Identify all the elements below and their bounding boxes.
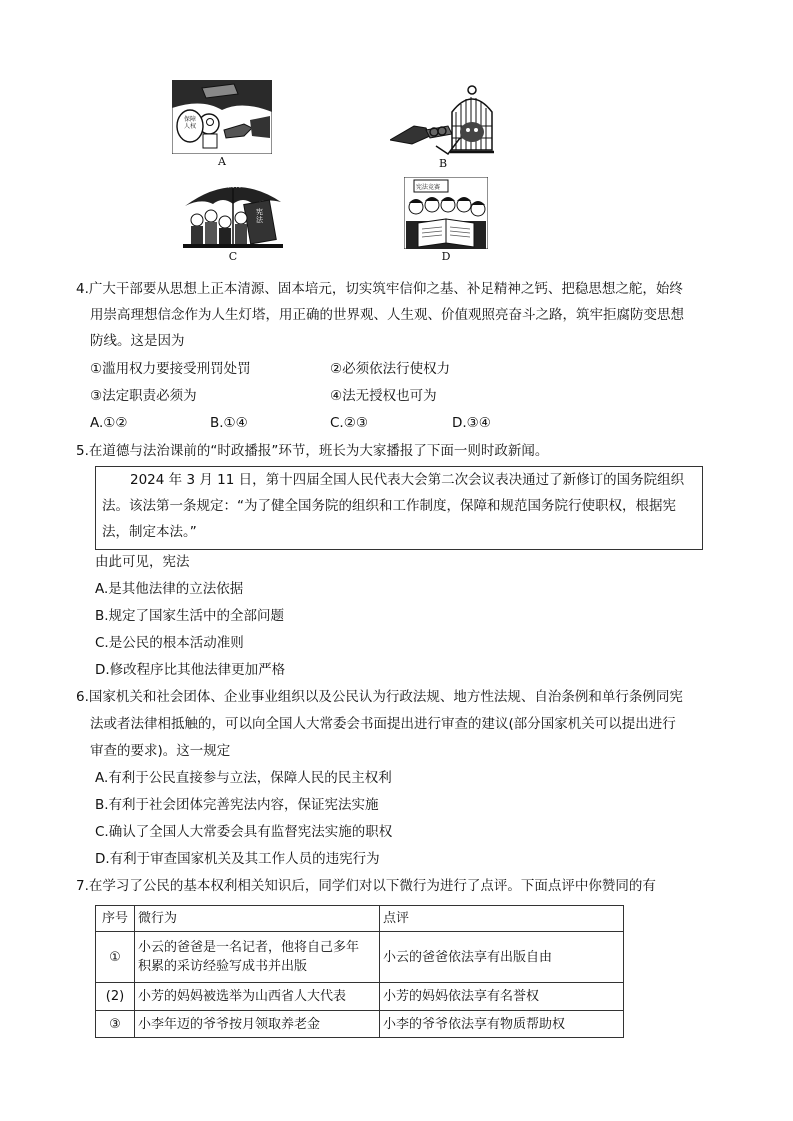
news-box (95, 466, 703, 550)
q4-item-1: ①滥用权力要接受刑罚处罚 (90, 361, 251, 377)
row-action: 小芳的妈妈被选举为山西省人大代表 (135, 983, 380, 1011)
row-comment: 小李的爷爷依法享有物质帮助权 (380, 1011, 624, 1038)
q4-stem-line-2: 用崇高理想信念作为人生灯塔，用正确的世界观、人生观、价值观照亮奋斗之路，筑牢拒腐防变思想 (90, 307, 684, 323)
row-action-line-1: 小云的爸爸是一名记者，他将自己多年 (138, 940, 360, 955)
table-row (96, 932, 624, 983)
figure-a (172, 80, 272, 154)
q6-option-c[interactable]: C.确认了全国人大常委会具有监督宪法实施的职权 (95, 824, 393, 840)
cartoon-a-sign-text: 保障人权 (183, 116, 196, 130)
row-action-line-2: 积累的采访经验写成书并出版 (138, 959, 308, 974)
q6-stem-line-3: 审查的要求)。这一规定 (90, 743, 231, 759)
q4-item-2: ②必须依法行使权力 (330, 361, 451, 377)
q5-stem: 5.在道德与法治课前的“时政播报”环节，班长为大家播报了下面一则时政新闻。 (76, 443, 549, 459)
q6-option-a[interactable]: A.有利于公民直接参与立法，保障人民的民主权利 (95, 770, 392, 786)
news-line-1: 2024 年 3 月 11 日，第十四届全国人民代表大会第二次会议表决通过了新修订的国务院组织 (130, 472, 685, 488)
row-no: (2) (96, 983, 135, 1011)
news-line-2: 法。该法第一条规定：“为了健全国务院的组织和工作制度，保障和规范国务院行使职权，根据宪 (102, 498, 676, 514)
news-line-3: 法，制定本法。” (102, 524, 197, 540)
figure-b-label: B (438, 157, 448, 170)
q4-item-3: ③法定职责必须为 (90, 388, 197, 404)
row-no: ① (96, 932, 135, 983)
q5-option-a[interactable]: A.是其他法律的立法依据 (95, 581, 244, 597)
q4-option-c[interactable]: C.②③ (330, 415, 368, 431)
q6-stem-line-1: 6.国家机关和社会团体、企业事业组织以及公民认为行政法规、地方性法规、自治条例和单行条例同宪 (76, 689, 683, 705)
table-row (96, 983, 624, 1011)
q6-option-d[interactable]: D.有利于审查国家机关及其工作人员的违宪行为 (95, 851, 380, 867)
figure-c (183, 176, 283, 248)
cartoon-c-umbrella-text: 公民基本权利 (199, 181, 241, 189)
figure-c-label: C (228, 250, 238, 263)
header-no: 序号 (96, 906, 135, 932)
q5-option-b[interactable]: B.规定了国家生活中的全部问题 (95, 608, 285, 624)
figure-d (404, 177, 488, 249)
row-action (135, 932, 380, 983)
row-comment: 小芳的妈妈依法享有名誉权 (380, 983, 624, 1011)
q4-option-d[interactable]: D.③④ (452, 415, 491, 431)
figure-d-label: D (441, 250, 451, 263)
q6-stem-line-2: 法或者法律相抵触的，可以向全国人大常委会书面提出进行审查的建议(部分国家机关可以提出进行 (90, 716, 676, 732)
q5-option-d[interactable]: D.修改程序比其他法律更加严格 (95, 662, 286, 678)
q4-stem-line-1: 4.广大干部要从思想上正本清源、固本培元，切实筑牢信仰之基、补足精神之钙、把稳思想之舵，始终 (76, 281, 683, 297)
row-action: 小李年迈的爷爷按月领取养老金 (135, 1011, 380, 1038)
comment-table (95, 905, 624, 1038)
figure-a-label: A (218, 155, 226, 168)
q7-stem: 7.在学习了公民的基本权利相关知识后，同学们对以下微行为进行了点评。下面点评中你赞同的有 (76, 878, 656, 894)
cartoon-b-image (390, 82, 500, 156)
header-action: 微行为 (135, 906, 380, 932)
q4-option-b[interactable]: B.①④ (210, 415, 248, 431)
q5-option-c[interactable]: C.是公民的根本活动准则 (95, 635, 244, 651)
row-no: ③ (96, 1011, 135, 1038)
q4-item-4: ④法无授权也可为 (330, 388, 437, 404)
table-header-row (96, 906, 624, 932)
q4-stem-line-3: 防线。这是因为 (90, 333, 185, 349)
q5-lead: 由此可见，宪法 (95, 554, 190, 570)
row-comment: 小云的爸爸依法享有出版自由 (380, 932, 624, 983)
header-comment: 点评 (380, 906, 624, 932)
figure-b (390, 82, 500, 156)
cartoon-d-banner-text: 宪法竞赛 (416, 184, 441, 191)
q6-option-b[interactable]: B.有利于社会团体完善宪法内容，保证宪法实施 (95, 797, 379, 813)
cartoon-c-book-text: 宪法 (256, 208, 263, 224)
q4-option-a[interactable]: A.①② (90, 415, 128, 431)
table-row (96, 1011, 624, 1038)
